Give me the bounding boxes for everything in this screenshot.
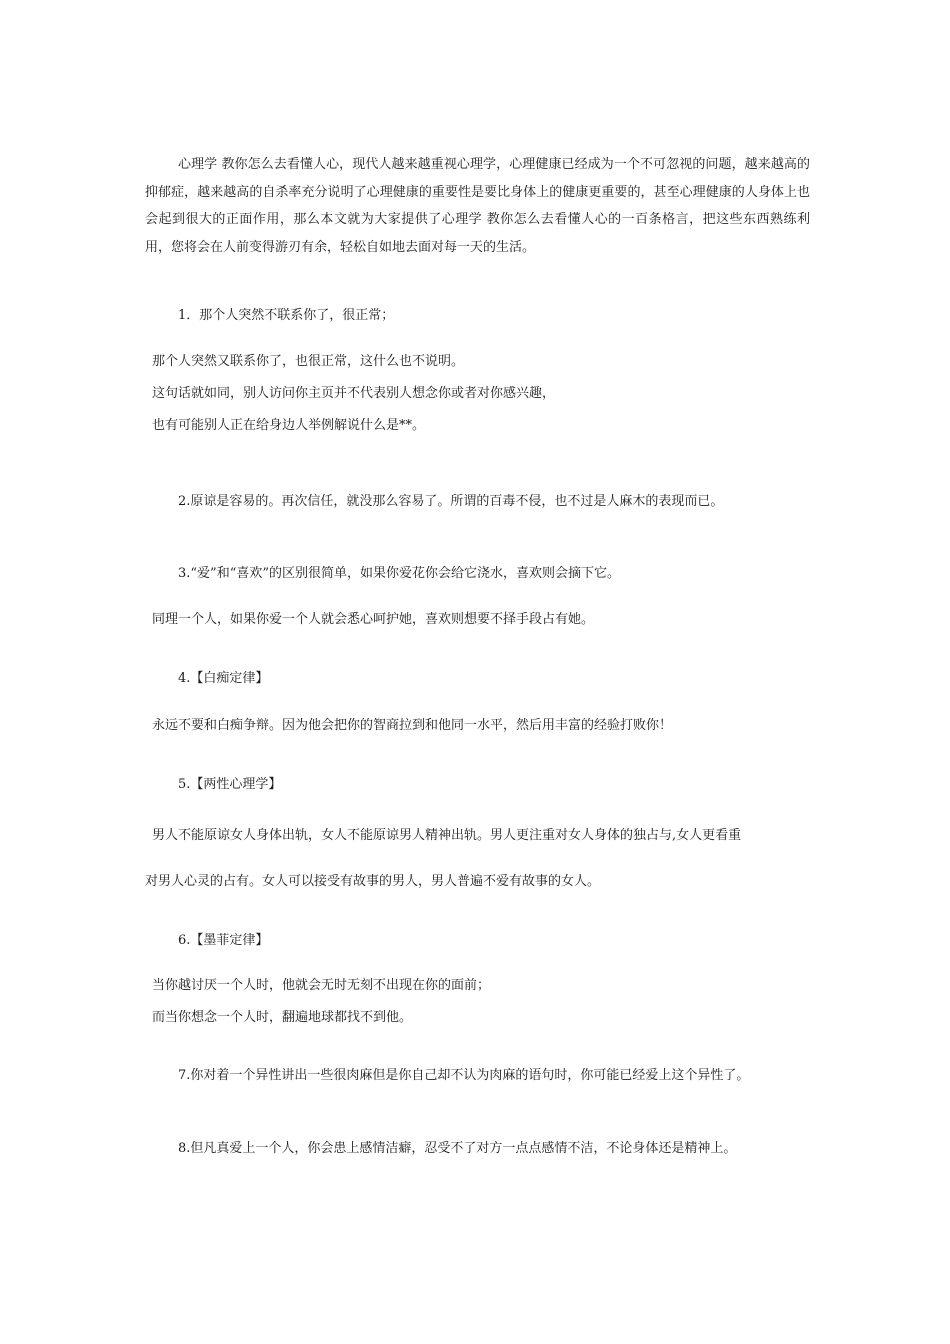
- item-6-line-1: 当你越讨厌一个人时，他就会无时无刻不出现在你的面前；: [152, 978, 491, 993]
- item-1-line-2: 这句话就如同，别人访问你主页并不代表别人想念你或者对你感兴趣，: [152, 386, 556, 401]
- item-8-heading: 8.但凡真爱上一个人，你会患上感情洁癖，忍受不了对方一点点感情不洁，不论身体还是精神上。: [178, 1141, 737, 1156]
- item-6-heading: 6.【墨菲定律】: [178, 933, 269, 948]
- item-3-line-1: 同理一个人，如果你爱一个人就会悉心呵护她，喜欢则想要不择手段占有她。: [152, 612, 595, 627]
- item-1-heading: 1．那个人突然不联系你了，很正常；: [178, 308, 395, 323]
- item-7-heading: 7.你对着一个异性讲出一些很肉麻但是你自己却不认为肉麻的语句时，你可能已经爱上这个异性了。: [178, 1068, 750, 1083]
- item-6-line-2: 而当你想念一个人时，翻遍地球都找不到他。: [152, 1010, 413, 1025]
- item-5-line-1: 男人不能原谅女人身体出轨，女人不能原谅男人精神出轨。男人更注重对女人身体的独占与,女人更看重: [152, 828, 742, 843]
- item-4-line-1: 永远不要和白痴争辩。因为他会把你的智商拉到和他同一水平，然后用丰富的经验打败你！: [152, 718, 673, 733]
- item-4-heading: 4.【白痴定律】: [178, 671, 269, 686]
- intro-text: 心理学 教你怎么去看懂人心，现代人越来越重视心理学，心理健康已经成为一个不可忽视的问题，越来越高的抑郁症，越来越高的自杀率充分说明了心理健康的重要性是要比身体上的健康更重要的，甚至心理健康的人身体上也会起到很大的正面作用，那么本文就为大家提供了心理学 教你怎么去看懂人心的一百条格言，把这些东西熟练利用，您将会在人前变得游刃有余，轻松自如地去面对每一天的生活。: [145, 157, 810, 255]
- intro-paragraph: [145, 151, 810, 261]
- item-1-line-3: 也有可能别人正在给身边人举例解说什么是**。: [152, 418, 426, 433]
- item-5-line-2: 对男人心灵的占有。女人可以接受有故事的男人，男人普遍不爱有故事的女人。: [145, 874, 601, 889]
- item-3-heading: 3.“爱”和“喜欢”的区别很简单，如果你爱花你会给它浇水，喜欢则会摘下它。: [178, 566, 620, 581]
- item-5-heading: 5.【两性心理学】: [178, 777, 282, 792]
- item-1-line-1: 那个人突然又联系你了，也很正常，这什么也不说明。: [152, 354, 465, 369]
- item-2-heading: 2.原谅是容易的。再次信任，就没那么容易了。所谓的百毒不侵，也不过是人麻木的表现而已。: [178, 494, 724, 509]
